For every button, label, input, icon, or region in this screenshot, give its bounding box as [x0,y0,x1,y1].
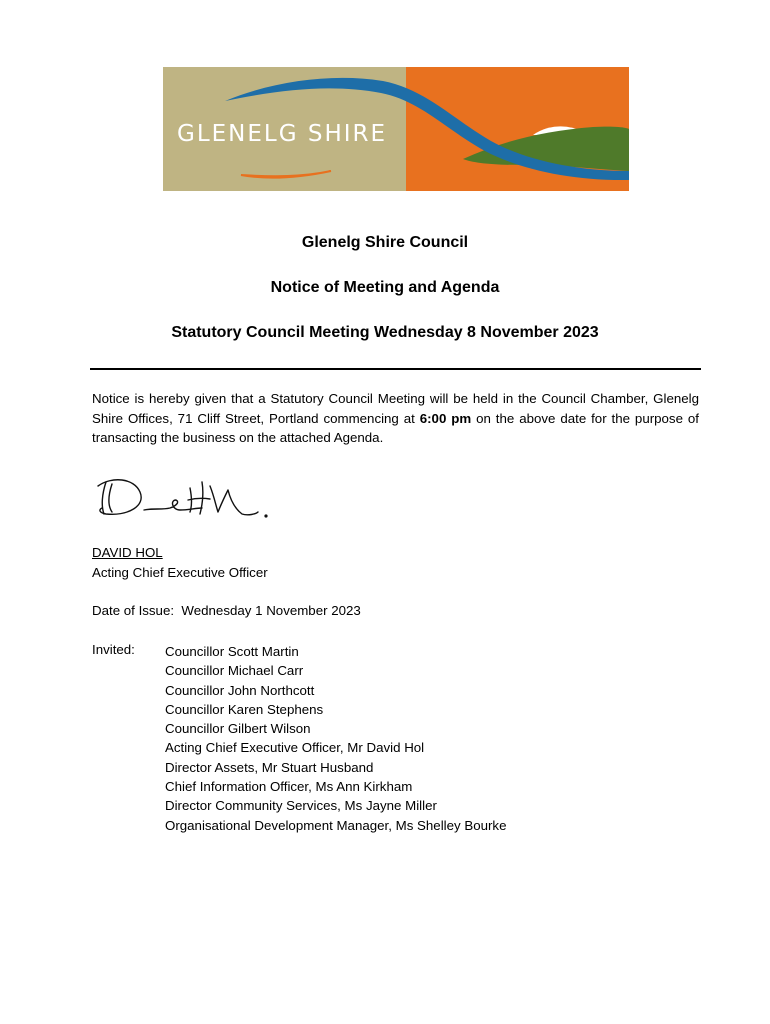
notice-title: Notice of Meeting and Agenda [270,279,500,296]
invited-list [165,642,506,835]
logo-text: GLENELG SHIRE [177,121,388,147]
meeting-time: 6:00 pm [419,410,472,426]
logo-graphic [163,67,629,191]
invitee: Organisational Development Manager, Ms Shelley Bourke [165,817,507,833]
issue-date: Date of Issue: Wednesday 1 November 2023 [92,603,361,618]
invitee: Councillor Gilbert Wilson [165,721,311,737]
signatory-name: DAVID HOL [92,545,163,560]
notice-text-after: on the above date for the purpose of transacting the business on the attached Agenda. [92,410,699,445]
divider [90,368,701,370]
invited-label: Invited: [92,642,135,657]
notice-text-before: Notice is hereby given that a Statutory Council Meeting will be held in the Council Chamber, Glenelg Shire Offices, 71 Cliff Street, Portland commencing at [92,391,699,426]
signature-graphic [92,468,282,528]
invitee: Councillor John Northcott [165,682,315,698]
meeting-title: Statutory Council Meeting Wednesday 8 November 2023 [171,324,599,341]
glenelg-shire-logo [163,67,629,191]
signature [92,468,282,528]
invitee: Councillor Scott Martin [165,644,299,659]
invitee: Councillor Michael Carr [165,663,304,679]
invitee: Acting Chief Executive Officer, Mr David Hol [165,740,425,756]
council-title: Glenelg Shire Council [301,234,469,251]
invitee: Chief Information Officer, Ms Ann Kirkham [165,779,413,795]
invitee: Director Assets, Mr Stuart Husband [165,759,374,775]
notice-paragraph [92,389,699,448]
invitee: Councillor Karen Stephens [165,701,324,717]
invitee: Director Community Services, Ms Jayne Miller [165,798,437,814]
signatory-title: Acting Chief Executive Officer [92,565,268,580]
